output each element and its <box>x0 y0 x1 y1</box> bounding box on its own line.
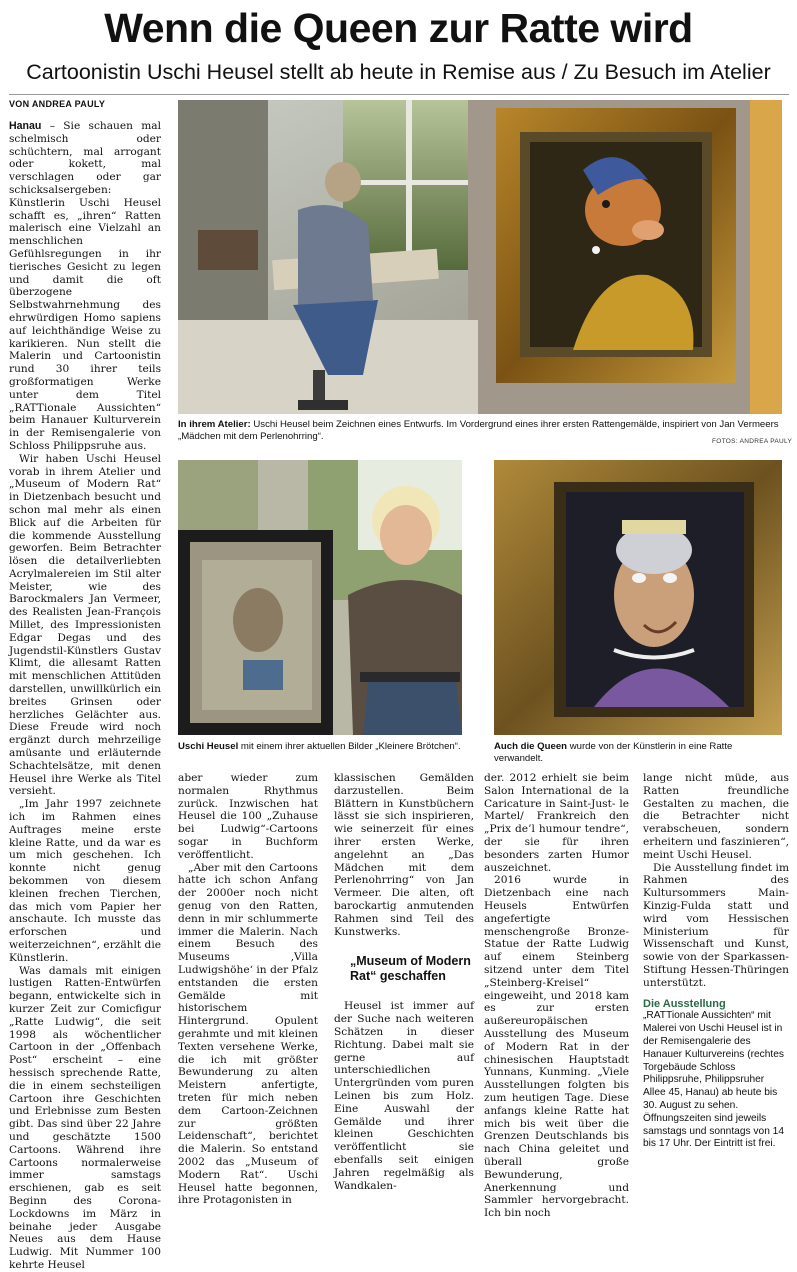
info-heading: Die Ausstellung <box>643 997 726 1010</box>
paragraph: lange nicht müde, aus Ratten freundliche Gestalten zu machen, die die Betrachter nicht verabscheuen, sondern erheitern und faszinieren“, meint Uschi Heusel. <box>643 772 789 861</box>
caption-main <box>178 419 782 444</box>
atelier-image <box>178 100 782 414</box>
photo-queen <box>494 460 782 735</box>
paragraph: 2016 wurde in Dietzenbach eine nach Heusels Entwürfen angefertigte menschengroße Bronze-Statue der Ratte Ludwig auf einem Steinberg sitzend unter dem Titel „Steinberg-Kreisel“ eingeweiht, und 2018 kam es zur ersten außereuropäischen Ausstellung des Museum of Modern Rat in der chinesischen Hauptstadt Yunnans, Kunming. „Viele Ausstellungen folgten bis zum heutigen Tage. Diese anfangs kleine Ratte hat mich bis weit über die Grenzen Deutschlands bis nach China geleitet und überall große Bewunderung, Anerkennung und Sammler hervorgebracht. Ich bin noch <box>484 874 629 1220</box>
caption-text: mit einem ihrer aktuellen Bilder „Kleinere Brötchen“. <box>238 741 461 752</box>
subheadline: Cartoonistin Uschi Heusel stellt ab heute in Remise aus / Zu Besuch im Atelier <box>26 60 771 84</box>
paragraph: „Aber mit den Cartoons hatte ich schon Anfang der 2000er noch nicht genug von den Ratten, denn in mir schlummerte immer die Malerin. Nach einem Besuch des Museums ‚Villa Ludwigshöhe‘ in der Pfalz entstanden die ersten Gemälde mit historischem Hintergrund. Opulent gerahmte und mit kleinen Texten versehene Werke, die ich mit größter Bewunderung zu alten Meistern anfertigte, treten für mich neben dem Cartoon-Zeichnen zur größten Leidenschaft“, berichtet die Malerin. So entstand 2002 das „Museum of Modern Rat“. Uschi Heusel hatte begonnen, ihre Protagonisten in <box>178 861 318 1207</box>
paragraph: Die Ausstellung findet im Rahmen des Kultursommers Main-Kinzig-Fulda statt und wird vom Hessischen Ministerium für Wissenschaft und Kunst, sowie von der Sparkassen-Stiftung Hessen-Thüringen unterstützt. <box>643 861 789 989</box>
column-3 <box>334 772 474 1192</box>
photo-portrait <box>178 460 462 735</box>
paragraph: der. 2012 erhielt sie beim Salon International de la Caricature in Saint-Just- le Martel/ Frankreich den „Prix de’l humour tendre“, der sie für ihren besonders zarten Humor auszeichnet. <box>484 772 629 874</box>
portrait-image <box>178 460 462 735</box>
caption-lead: Auch die Queen <box>494 741 568 752</box>
author-byline: VON ANDREA PAULY <box>9 99 106 109</box>
caption-queen <box>494 741 784 766</box>
dateline: Hanau <box>9 120 42 132</box>
divider <box>9 94 789 95</box>
photo-atelier <box>178 100 782 414</box>
paragraph: Wir haben Uschi Heusel vorab in ihrem Atelier und „Museum of Modern Rat“ in Dietzenbach besucht und schon mal mehr als einen Blick auf die Arbeiten für die kommende Ausstellung geworfen. Beim Betrachter lösen die detailverliebten Acrylmalereien im Stil alter Meister, wie des Barockmalers Jan Vermeer, des Realisten Jean-François Millet, des Impressionisten Edgar Degas und des Jugendstil-Künstlers Gustav Klimt, die allesamt Ratten mit menschlichen Attitüden darstellen, unwillkürlich ein breites Grinsen oder herzliches Gelächter aus. Diese Freude wird noch ergänzt durch mehrzeilige amüsante und erläuternde Schachtelsätze, mit denen Heusel ihre Werke als Titel versieht. <box>9 452 161 798</box>
queen-painting-image <box>494 460 782 735</box>
caption-lead: Uschi Heusel <box>178 741 239 752</box>
paragraph: „Im Jahr 1997 zeichnete ich im Rahmen eines Auftrages meine erste kleine Ratte, und da war es um mich geschehen. Ich konnte nicht genug bekommen von diesem kleinen frechen Tierchen, das mich vom Papier her anschaute. Ich musste das erforschen und weiterzeichnen“, erzählt die Künstlerin. <box>9 798 161 964</box>
caption-lead: In ihrem Atelier: <box>178 419 251 430</box>
photo-credit: FOTOS: ANDREA PAULY <box>712 438 793 445</box>
headline: Wenn die Queen zur Ratte wird <box>104 5 693 51</box>
column-1 <box>9 120 161 1271</box>
column-5 <box>643 772 789 1150</box>
column-4 <box>484 772 629 1220</box>
info-text: „RATTionale Aussichten“ mit Malerei von Uschi Heusel ist in der Remisengalerie des Hanauer Kulturvereins (rechtes Torgebäude Schloss Philippsruhe, Philippsruher Allee 45, Hanau) ab heute bis 30. August zu sehen. Öffnungszeiten sind jeweils samstags und sonntags von 14 bis 17 Uhr. Der Eintritt ist frei. <box>643 1010 785 1150</box>
info-box <box>643 998 789 1152</box>
caption-text: Uschi Heusel beim Zeichnen eines Entwurfs. Im Vordergrund eines ihrer ersten Rattengemälde, inspiriert von Jan Vermeers „Mädchen mit dem Perlenohrring“. <box>178 419 779 443</box>
intertitle: „Museum of Modern Rat“ geschaffen <box>350 954 471 984</box>
paragraph: Was damals mit einigen lustigen Ratten-Entwürfen begann, entwickelte sich in kurzer Zeit zur Comicfigur „Ratte Ludwig“, die seit 1998 als wöchentlicher Cartoon in der „Offenbach Post“ erscheint – eine hessisch sprechende Ratte, die in einem sechsteiligen Cartoon ihre Geschichten und Erlebnisse zum Besten gibt. Das sind über 22 Jahre und geschätzte 1500 Cartoons. Während ihre Cartoons normalerweise immer samstags erschienen, gab es seit Beginn des Corona-Lockdowns im März in beinahe jeder Ausgabe Neues aus dem Hause Ludwig. Mit Nummer 100 kehrte Heusel <box>9 964 161 1271</box>
paragraph: Heusel ist immer auf der Suche nach weiteren Schätzen in dieser Richtung. Dabei malt sie gerne auf unterschiedlichen Untergründen vom puren Leinen bis zum Holz. Eine Auswahl der Gemälde und ihrer kleinen Geschichten veröffentlicht sie ebenfalls seit einigen Jahren regelmäßig als Wandkalen- <box>334 1000 474 1192</box>
column-2 <box>178 772 318 1207</box>
paragraph: aber wieder zum normalen Rhythmus zurück. Inzwischen hat Heusel die 100 „Zuhause bei Ludwig“-Cartoons sogar in Buchform veröffentlicht. <box>178 772 318 861</box>
paragraph: klassischen Gemälden darzustellen. Beim Blättern in Kunstbüchern lässt sie sich inspirieren, wie seinerzeit für eines ihrer ersten Werke, angelehnt an „Das Mädchen mit dem Perlenohrring“ von Jan Vermeer. Die alten, oft barockartig anmutenden Rahmen sind Teil des Kunstwerks. <box>334 772 474 938</box>
caption-portrait <box>178 741 462 753</box>
paragraph: – Sie schauen mal schelmisch oder schüchtern, mal arrogant oder kokett, mal verschlagen oder gar schicksalsergeben: Künstlerin Uschi Heusel schafft es, „ihren“ Ratten malerisch eine Vielzahl an menschlichen Gefühlsregungen in ihr tierisches Gesicht zu legen und damit die oft überzogene Selbstwahrnehmung des ehrwürdigen Homo sapiens auf leichthändige Weise zu karikieren. Nun stellt die Malerin und Cartoonistin rund 30 ihrer teils großformatigen Werke unter dem Titel „RATTionale Aussichten“ beim Hanauer Kulturverein in der Remisengalerie von Schloss Philippsruhe aus. <box>9 120 161 452</box>
caption-text: wurde von der Künstlerin in eine Ratte verwandelt. <box>494 741 733 765</box>
